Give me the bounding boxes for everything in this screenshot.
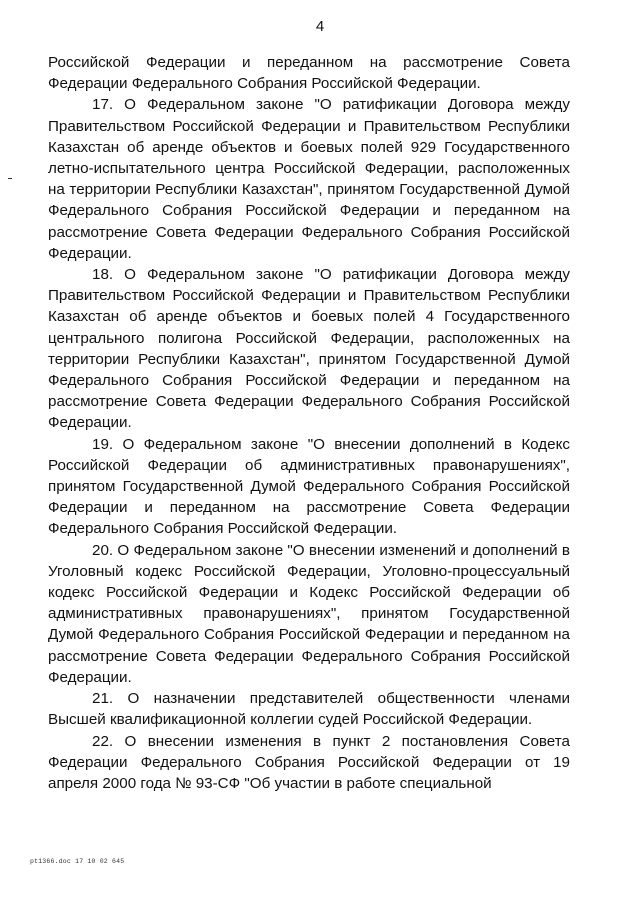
- agenda-item-22: 22. О внесении изменения в пункт 2 постановления Совета Федерации Федерального Собрания Российской Федерации от 19 апреля 2000 года № 93-СФ "Об участии в работе специальной: [48, 732, 570, 792]
- agenda-item-17: 17. О Федеральном законе "О ратификации Договора между Правительством Российской Федерации и Правительством Республики Казахстан об аренде объектов и боевых полей 929 Государственного летно-испытательного центра Российской Федерации, расположенных на территории Республики Казахстан", принятом Государственной Думой Федерального Собрания Российской Федерации и переданном на рассмотрение Совета Федерации Федерального Собрания Российской Федерации.: [48, 96, 570, 262]
- agenda-item-20: 20. О Федеральном законе "О внесении изменений и дополнений в Уголовный кодекс Российской Федерации, Уголовно-процессуальный кодекс Российской Федерации и Кодекс Российской Федерации об административных правонарушениях", принятом Государственной Думой Федерального Собрания Российской Федерации и переданном на рассмотрение Совета Федерации Федерального Собрания Российской Федерации.: [48, 541, 570, 686]
- agenda-item-19: 19. О Федеральном законе "О внесении дополнений в Кодекс Российской Федерации об административных правонарушениях", принятом Государственной Думой Федерального Собрания Российской Федерации и переданном на рассмотрение Совета Федерации Федерального Собрания Российской Федерации.: [48, 435, 570, 538]
- agenda-item-18: 18. О Федеральном законе "О ратификации Договора между Правительством Российской Федерации и Правительством Республики Казахстан об аренде объектов и боевых полей 4 Государственного центрального полигона Российской Федерации, расположенных на территории Республики Казахстан", принятом Государственной Думой Федерального Собрания Российской Федерации и переданном на рассмотрение Совета Федерации Федерального Собрания Российской Федерации.: [48, 266, 570, 432]
- page-number: 4: [315, 18, 325, 35]
- agenda-item-21: 21. О назначении представителей общественности членами Высшей квалификационной коллегии судей Российской Федерации.: [48, 690, 570, 729]
- paragraph-continuation: Российской Федерации и переданном на рассмотрение Совета Федерации Федерального Собрания Российской Федерации.: [48, 54, 570, 93]
- document-body: [48, 52, 570, 794]
- margin-mark: [8, 178, 12, 179]
- footer-file-code: pt1366.doc 17 10 02 645: [30, 858, 125, 865]
